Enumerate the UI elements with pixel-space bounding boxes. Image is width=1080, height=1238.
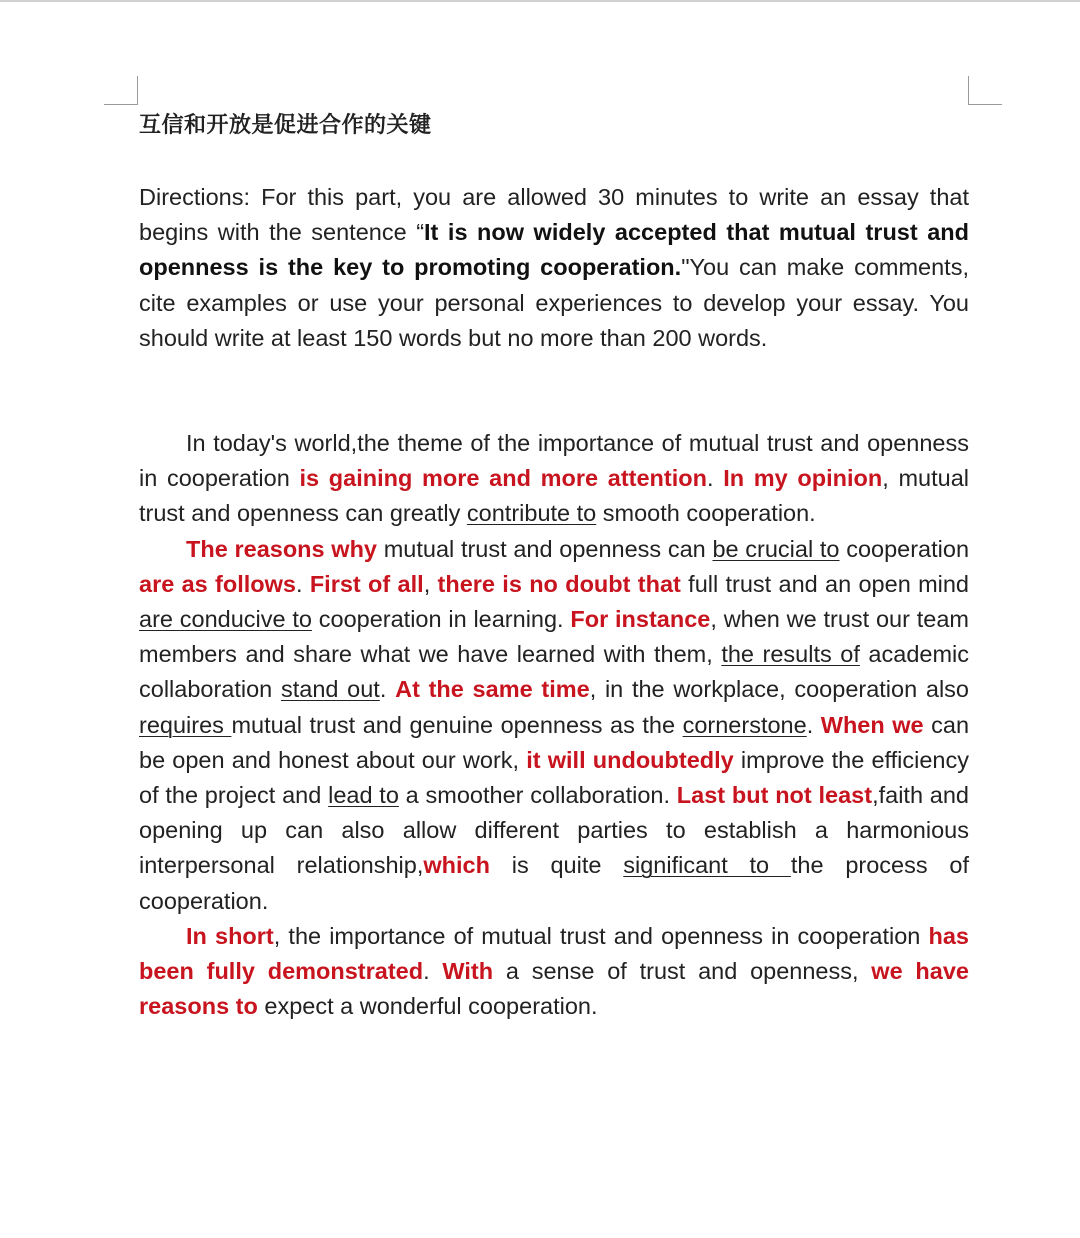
- essay: [139, 426, 969, 1024]
- essay-text: smooth cooperation.: [596, 500, 816, 527]
- underlined-phrase: be crucial to: [712, 535, 840, 562]
- underlined-phrase: contribute to: [466, 500, 597, 527]
- highlighted-phrase: is gaining more and more attention: [299, 465, 707, 492]
- essay-text: full trust and an open mind: [680, 570, 970, 597]
- highlighted-phrase: it will undoubtedly: [526, 746, 734, 773]
- directions-bold-sentence: It is now widely accepted that mutual trust and openness is the key to promoting cooperation.: [139, 219, 970, 281]
- essay-text: , the importance of mutual trust and openness in cooperation: [273, 922, 929, 949]
- essay-text: , in the workplace, cooperation also: [589, 676, 969, 703]
- highlighted-phrase: At the same time: [395, 676, 590, 703]
- essay-text: the process of cooperation.: [139, 852, 969, 914]
- underlined-phrase: lead to: [328, 782, 399, 809]
- essay-text: improve the efficiency of the project and: [139, 746, 969, 809]
- highlighted-phrase: are as follows: [139, 570, 296, 597]
- essay-text: expect a wonderful cooperation.: [257, 993, 598, 1020]
- essay-text: a smoother collaboration.: [398, 782, 677, 809]
- highlighted-phrase: we have reasons to: [139, 958, 969, 1020]
- directions-prefix: Directions: For this part, you are allowed 30 minutes to write an essay that begins with the sentence “: [139, 184, 969, 246]
- highlighted-phrase: For instance: [570, 606, 711, 633]
- essay-text: , when we trust our team members and share what we have learned with them,: [139, 606, 969, 668]
- essay-text: cooperation in learning.: [311, 606, 571, 633]
- highlighted-phrase: has been fully demonstrated: [139, 922, 969, 985]
- directions-paragraph: [139, 180, 969, 356]
- essay-text: ,faith and opening up can also allow different parties to establish a harmonious interpersonal relationship,: [139, 782, 969, 879]
- highlighted-phrase: there is no doubt that: [437, 570, 681, 597]
- essay-text: can be open and honest about our work,: [139, 711, 970, 773]
- essay-text: academic collaboration: [139, 641, 969, 703]
- underlined-phrase: are conducive to: [139, 606, 312, 633]
- top-border: [0, 0, 1080, 2]
- highlighted-phrase: First of all: [309, 570, 424, 597]
- essay-paragraph-2: [139, 532, 969, 919]
- highlighted-phrase: Last but not least: [676, 782, 873, 809]
- essay-text: In today's world,the theme of the importance of mutual trust and openness in cooperation: [139, 430, 969, 492]
- essay-text: mutual trust and genuine openness as the: [231, 711, 683, 738]
- essay-text: a sense of trust and openness,: [493, 958, 872, 985]
- highlighted-phrase: With: [442, 958, 494, 985]
- underlined-phrase: cornerstone: [682, 711, 807, 738]
- essay-text: .: [379, 676, 396, 703]
- document-body: [139, 108, 969, 1024]
- highlighted-phrase: In short: [186, 922, 274, 949]
- highlighted-phrase: which: [423, 852, 490, 879]
- underlined-phrase: significant to: [623, 852, 791, 879]
- essay-text: .: [806, 711, 821, 738]
- essay-paragraph-3: [139, 919, 969, 1025]
- underlined-phrase: stand out: [280, 676, 380, 703]
- essay-text: cooperation: [839, 535, 970, 562]
- essay-text: mutual trust and openness can: [377, 535, 713, 562]
- margin-corner-top-right: [968, 76, 1002, 105]
- directions-suffix: "You can make comments, cite examples or use your personal experiences to develop your essay. You should write at least 150 words but no more than 200 words.: [139, 254, 969, 351]
- essay-text: is quite: [489, 852, 624, 879]
- highlighted-phrase: In my opinion: [723, 465, 883, 492]
- document-title: 互信和开放是促进合作的关键: [139, 113, 432, 138]
- highlighted-phrase: The reasons why: [186, 535, 378, 562]
- essay-text: ,: [423, 570, 438, 597]
- underlined-phrase: the results of: [721, 641, 860, 668]
- essay-paragraph-1: [139, 426, 969, 532]
- essay-text: , mutual trust and openness can greatly: [139, 465, 969, 527]
- essay-text: .: [706, 465, 724, 492]
- margin-corner-top-left: [104, 76, 138, 105]
- essay-text: .: [423, 958, 443, 985]
- highlighted-phrase: When we: [820, 711, 924, 738]
- essay-text: .: [295, 570, 310, 597]
- underlined-phrase: requires: [139, 711, 232, 738]
